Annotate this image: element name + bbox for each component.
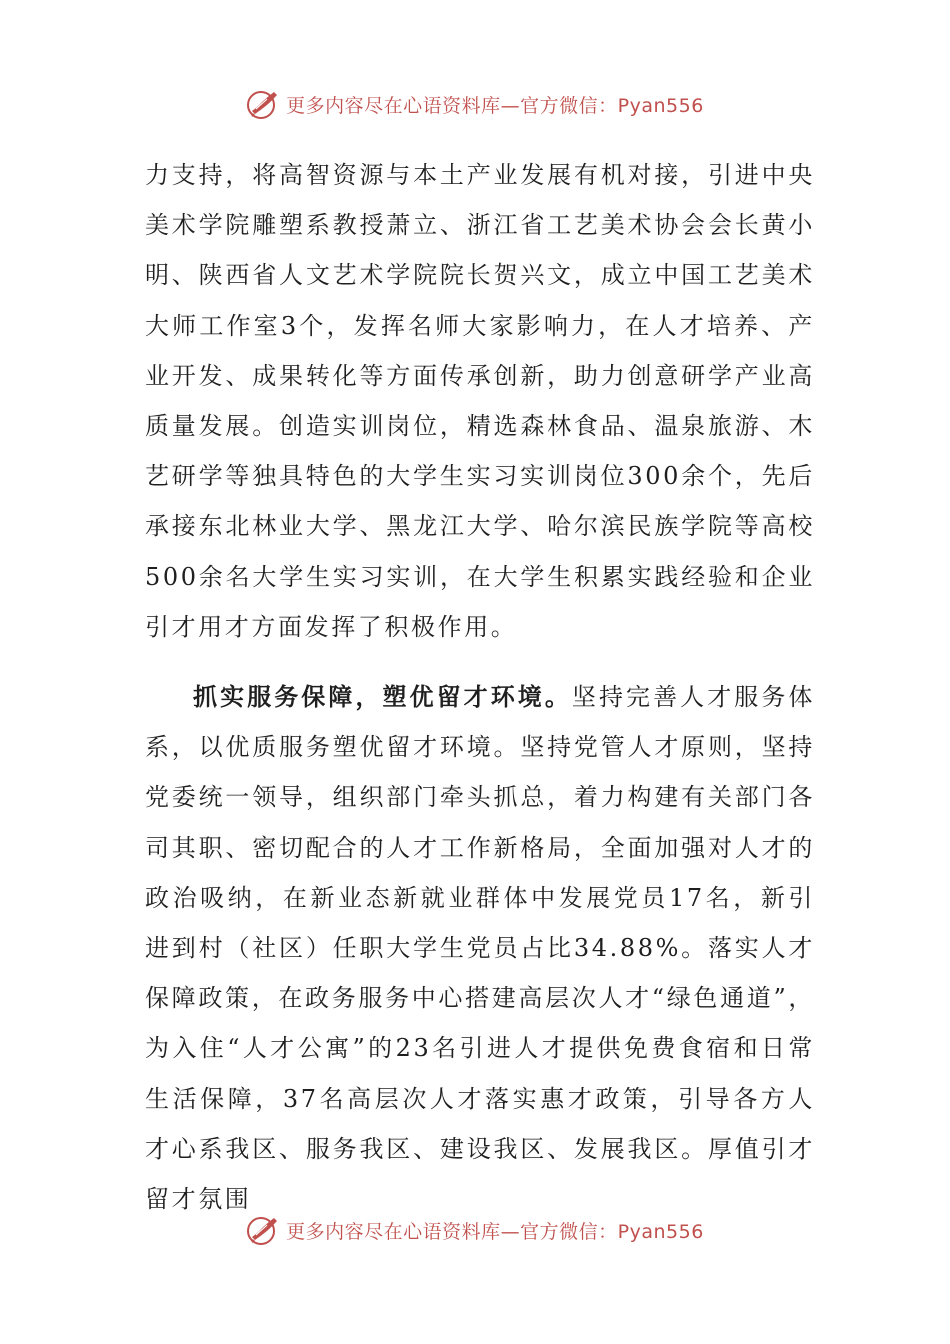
pen-nib-logo-icon xyxy=(246,87,280,121)
header-banner-text: 更多内容尽在心语资料库—官方微信：Pyan556 xyxy=(286,94,704,117)
paragraph-2 xyxy=(145,672,815,1224)
footer-banner-text: 更多内容尽在心语资料库—官方微信：Pyan556 xyxy=(286,1220,704,1243)
paragraph-1: 力支持，将高智资源与本土产业发展有机对接，引进中央美术学院雕塑系教授萧立、浙江省工艺美术协会会长黄小明、陕西省人文艺术学院院长贺兴文，成立中国工艺美术大师工作室3个，发挥名师大家影响力，在人才培养、产业开发、成果转化等方面传承创新，助力创意研学产业高质量发展。创造实训岗位，精选森林食品、温泉旅游、木艺研学等独具特色的大学生实习实训岗位300余个，先后承接东北林业大学、黑龙江大学、哈尔滨民族学院等高校500余名大学生实习实训，在大学生积累实践经验和企业引才用才方面发挥了积极作用。 xyxy=(145,161,815,641)
header-banner xyxy=(0,82,950,126)
paragraph-2-lead: 抓实服务保障，塑优留才环境。 xyxy=(193,683,572,712)
paragraph-2-text: 坚持完善人才服务体系，以优质服务塑优留才环境。坚持党管人才原则，坚持党委统一领导，组织部门牵头抓总，着力构建有关部门各司其职、密切配合的人才工作新格局，全面加强对人才的政治吸纳，在新业态新就业群体中发展党员17名，新引进到村（社区）任职大学生党员占比34.88%。落实人才保障政策，在政务服务中心搭建高层次人才“绿色通道”，为入住“人才公寓”的23名引进人才提供免费食宿和日常生活保障，37名高层次人才落实惠才政策，引导各方人才心系我区、服务我区、建设我区、发展我区。厚值引才留才氛围 xyxy=(145,683,815,1214)
pen-nib-logo-icon xyxy=(246,1213,280,1247)
footer-banner xyxy=(0,1208,950,1252)
document-body xyxy=(145,150,815,1224)
